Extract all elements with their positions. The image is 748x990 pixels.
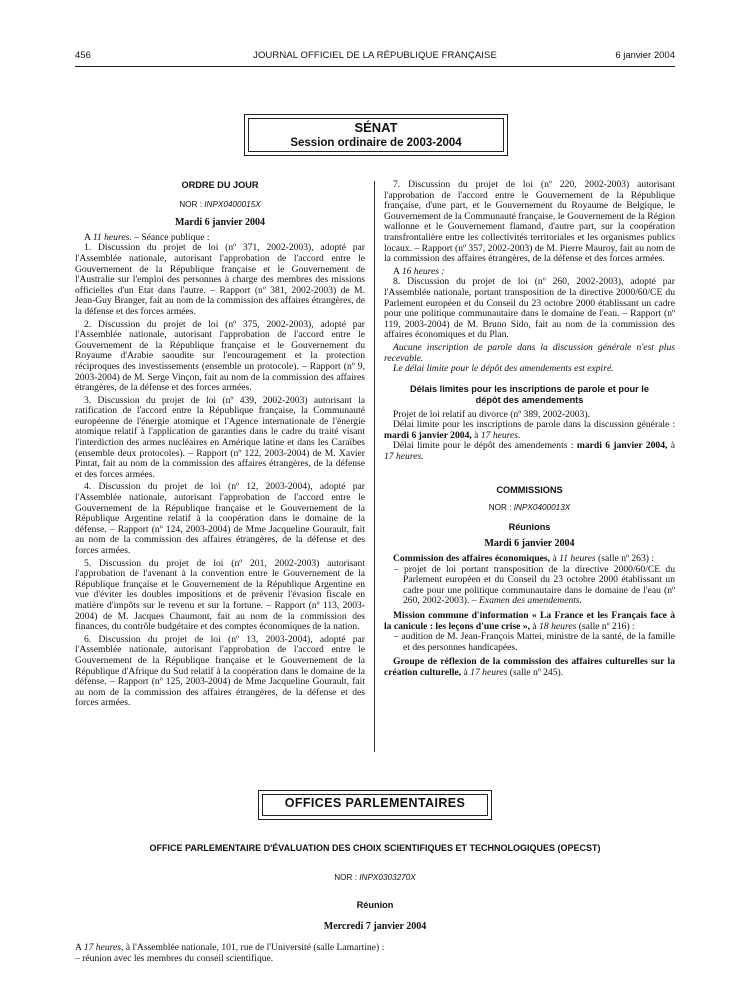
session-date: Mardi 6 janvier 2004 (174, 217, 266, 229)
agenda-item: 7. Discussion du projet de loi (nº 220, 2002-2003) autorisant l'approbation de l'accord entre le Gouvernement de la République française, d'une part, et le Gouvernement du Royaume de Belgique, le Gouvernement de la Communauté française, le Gouvernement de la Région wallonne et le Gouvernement flamand, d'autre part, sur la coopération transfrontalière entre les collectivités territoriales et les organismes publics locaux. – Rapport (nº 357, 2002-2003) de M. Pierre Mauroy, fait au nom de la commission des affaires étrangères, de la défense et des forces armées. (384, 179, 675, 265)
commission-economique: Commission des affaires économiques, à 11 heures (salle nº 263) : (393, 553, 655, 565)
agenda-item: 8. Discussion du projet de loi (nº 260, 2002-2003), adopté par l'Assemblée nationale, portant transposition de la directive 2000/60/CE du Parlement européen et du Conseil du 23 octobre 2000 établissant un cadre pour une politique communautaire dans le domaine de l'eau. – Rapport (nº 119, 2003-2004) de M. Bruno Sido, fait au nom de la commission des affaires économiques et du Plan. (384, 276, 675, 341)
agenda-item: 3. Discussion du projet de loi (nº 439, 2002-2003) autorisant la ratification de l'accord entre la République française, la Communauté européenne de l'énergie atomique et l'Agence internationale de l'énergie atomique relatif à l'application de garanties dans le cadre du traité visant l'interdiction des armes nucléaires en Amérique latine et dans les Caraïbes (ensemble deux protocoles). – Rapport (nº 122, 2003-2004) de M. Xavier Pintat, fait au nom de la commission des affaires étrangères, de la défense et des forces armées. (75, 394, 365, 480)
nor-line: NOR : INPX0400013X (488, 503, 571, 513)
right-column (384, 180, 675, 679)
commission-economique-items (384, 565, 675, 607)
note-parole: Aucune inscription de parole dans la discussion générale n'est plus recevable. (384, 341, 675, 364)
offices-title: OFFICES PARLEMENTAIRES (284, 796, 466, 810)
agenda-item: 4. Discussion du projet de loi (nº 12, 2003-2004), adopté par l'Assemblée nationale, autorisant l'approbation de l'accord entre le Gouvernement de la République française et le Gouvernement de la République Argentine relatif à la coopération dans le domaine de la défense. – Rapport (nº 124, 2003-2004) de Mme Jacqueline Gourault, fait au nom de la commission des affaires étrangères, de la défense et des forces armées. (75, 481, 365, 556)
page-header (75, 51, 675, 65)
nor-code: INPX0400013X (513, 503, 571, 513)
delais-project: Projet de loi relatif au divorce (nº 389, 2002-2003). (393, 408, 590, 420)
reunion-agenda: – réunion avec les membres du conseil scientifique. (75, 952, 274, 964)
reunions-title: Réunions (508, 521, 551, 532)
column-divider (374, 181, 375, 752)
nor-code: INPX0400015X (204, 199, 261, 209)
office-title: OFFICE PARLEMENTAIRE D'ÉVALUATION DES CHOIX SCIENTIFIQUES ET TECHNOLOGIQUES (OPECST) (149, 843, 601, 853)
delais-title: Délais limites pour les inscriptions de parole et pour le dépôt des amendements (410, 383, 649, 405)
ordre-du-jour-title: ORDRE DU JOUR (181, 180, 259, 190)
senat-title: SÉNAT (354, 120, 398, 135)
list-item: – projet de loi portant transposition de la directive 2000/60/CE du Parlement européen et du Conseil du 23 octobre 2000 établissant un cadre pour une politique communautaire dans le domaine de l'eau (nº 260, 2002-2003). – Examen des amendements. (394, 563, 675, 607)
commissions-title: COMMISSIONS (496, 484, 563, 495)
nor-line: NOR : INPX0303270X (334, 873, 416, 882)
agenda-item: 6. Discussion du projet de loi (nº 13, 2003-2004), adopté par l'Assemblée nationale, autorisant l'approbation de l'accord entre le Gouvernement de la République française et le Gouvernement de la République d'Afrique du Sud relatif à la coopération dans le domaine de la défense. – Rapport (nº 125, 2003-2004) de Mme Jacqueline Gourault, fait au nom de la commission des affaires étrangères, de la défense et des forces armées. (75, 633, 365, 709)
nor-line: NOR : INPX0400015X (179, 199, 261, 209)
reunion-title: Réunion (356, 900, 394, 910)
agenda-item: 5. Discussion du projet de loi (nº 201, 2002-2003) autorisant l'approbation de l'avenant à la convention entre le Gouvernement de la République française et le Gouvernement de la République Argentine en vue d'éviter les doubles impositions et de prévenir l'évasion fiscale en matière d'impôts sur le revenu et sur la fortune. – Rapport (nº 113, 2003-2004) de M. Jacques Chaumont, fait au nom de la commission des finances, du contrôle budgétaire et des comptes économiques de la nation. (75, 557, 365, 633)
mission-canicule: Mission commune d'information « La France et les Français face à la canicule : les leçons d'une crise », à 18 heures (salle nº 216) : (384, 610, 675, 632)
reunions-date: Mardi 6 janvier 2004 (484, 538, 575, 550)
list-item: – audition de M. Jean-François Mattei, ministre de la santé, de la famille et des personnes handicapées. (394, 631, 675, 653)
offices-box (258, 790, 492, 820)
senat-box (244, 114, 508, 156)
reunion-details (75, 943, 675, 964)
agenda-item: 1. Discussion du projet de loi (nº 371, 2002-2003), adopté par l'Assemblée nationale, autorisant l'approbation de l'accord entre le Gouvernement de la République française et le Gouvernement de l'Australie sur l'emploi des personnes à charge des membres des missions officielles d'un Etat dans l'autre. – Rapport (nº 381, 2002-2003) de M. Jean-Guy Branger, fait au nom de la commission des affaires étrangères, de la défense et des forces armées. (75, 242, 365, 317)
delais-amendements: Délai limite pour le dépôt des amendements : mardi 6 janvier 2004, à 17 heures. (384, 440, 675, 463)
nor-code: INPX0303270X (359, 873, 416, 882)
reunion-date: Mercredi 7 janvier 2004 (323, 921, 427, 932)
page-number: 456 (75, 50, 91, 61)
left-column (75, 180, 365, 709)
agenda-item: 2. Discussion du projet de loi (nº 375, 2002-2003), adopté par l'Assemblée nationale, autorisant l'approbation de l'accord entre le Gouvernement de la République française et le Gouvernement du Royaume d'Arabie saoudite sur l'encouragement et la protection réciproques des investissements (ensemble un protocole). – Rapport (nº 9, 2003-2004) de M. Serge Vinçon, fait au nom de la commission des affaires étrangères, de la défense et des forces armées. (75, 318, 365, 394)
header-rule (75, 66, 675, 67)
senat-subtitle: Session ordinaire de 2003-2004 (290, 137, 462, 149)
journal-title: JOURNAL OFFICIEL DE LA RÉPUBLIQUE FRANÇAISE (253, 50, 497, 61)
note-amendements: Le délai limite pour le dépôt des amendements est expiré. (393, 363, 614, 375)
delais-parole: Délai limite pour les inscriptions de parole dans la discussion générale : mardi 6 janvier 2004, à 17 heures. (384, 419, 675, 441)
mission-canicule-items (384, 632, 675, 653)
reunion-location: A 17 heures, à l'Assemblée nationale, 101, rue de l'Université (salle Lamartine) : (75, 942, 385, 953)
time-line: A 16 heures : (393, 265, 445, 277)
intro-line: A 11 heures. – Séance publique : (84, 231, 210, 243)
groupe-culturel: Groupe de réflexion de la commission des affaires culturelles sur la création culturelle, à 17 heures (salle nº 245). (384, 656, 675, 678)
header-date: 6 janvier 2004 (615, 50, 675, 61)
